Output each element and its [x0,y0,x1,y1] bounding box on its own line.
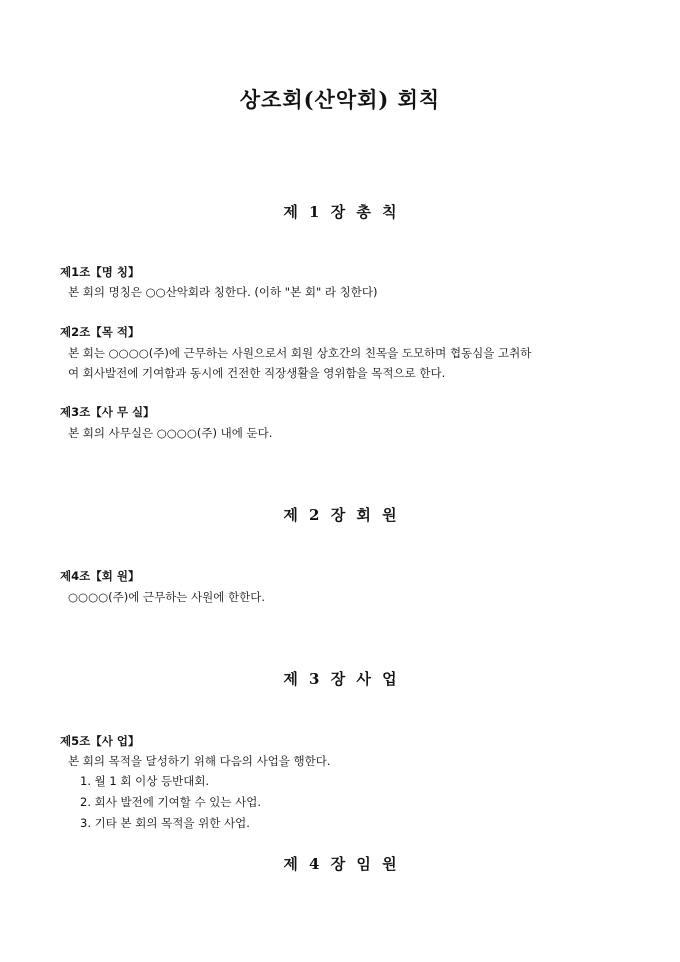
chapter-3-heading: 제 3 장 사 업 [283,670,397,688]
chapter-1-heading: 제 1 장 총 칙 [283,203,397,221]
article-5-item-1: 1. 월 1 회 이상 등반대회. [80,774,210,788]
article-2-text-line-2: 여 회사발전에 기여함과 동시에 건전한 직장생활을 영위함을 목적으로 한다. [68,366,446,380]
chapter-4-heading: 제 4 장 임 원 [283,855,397,873]
article-4-heading: 제4조【회 원】 [60,569,140,583]
article-5-heading: 제5조【사 업】 [60,734,140,748]
article-4-text: ○○○○(주)에 근무하는 사원에 한한다. [68,590,266,604]
document-title: 상조회(산악회) 회칙 [239,87,441,112]
article-1-text: 본 회의 명칭은 ○○산악회라 칭한다. (이하 "본 회" 라 칭한다) [68,285,378,299]
article-2-heading: 제2조【목 적】 [60,325,140,339]
article-5-item-3: 3. 기타 본 회의 목적을 위한 사업. [80,816,250,830]
article-5-item-2: 2. 회사 발전에 기여할 수 있는 사업. [80,795,261,809]
article-3-heading: 제3조【사 무 실】 [60,405,155,419]
article-5-text: 본 회의 목적을 달성하기 위해 다음의 사업을 행한다. [68,754,331,768]
article-3-text: 본 회의 사무실은 ○○○○(주) 내에 둔다. [68,426,273,440]
article-1-heading: 제1조【명 칭】 [60,265,140,279]
chapter-2-heading: 제 2 장 회 원 [283,506,397,524]
article-2-text-line-1: 본 회는 ○○○○(주)에 근무하는 사원으로서 회원 상호간의 친목을 도모하며 협동심을 고취하 [68,346,532,360]
